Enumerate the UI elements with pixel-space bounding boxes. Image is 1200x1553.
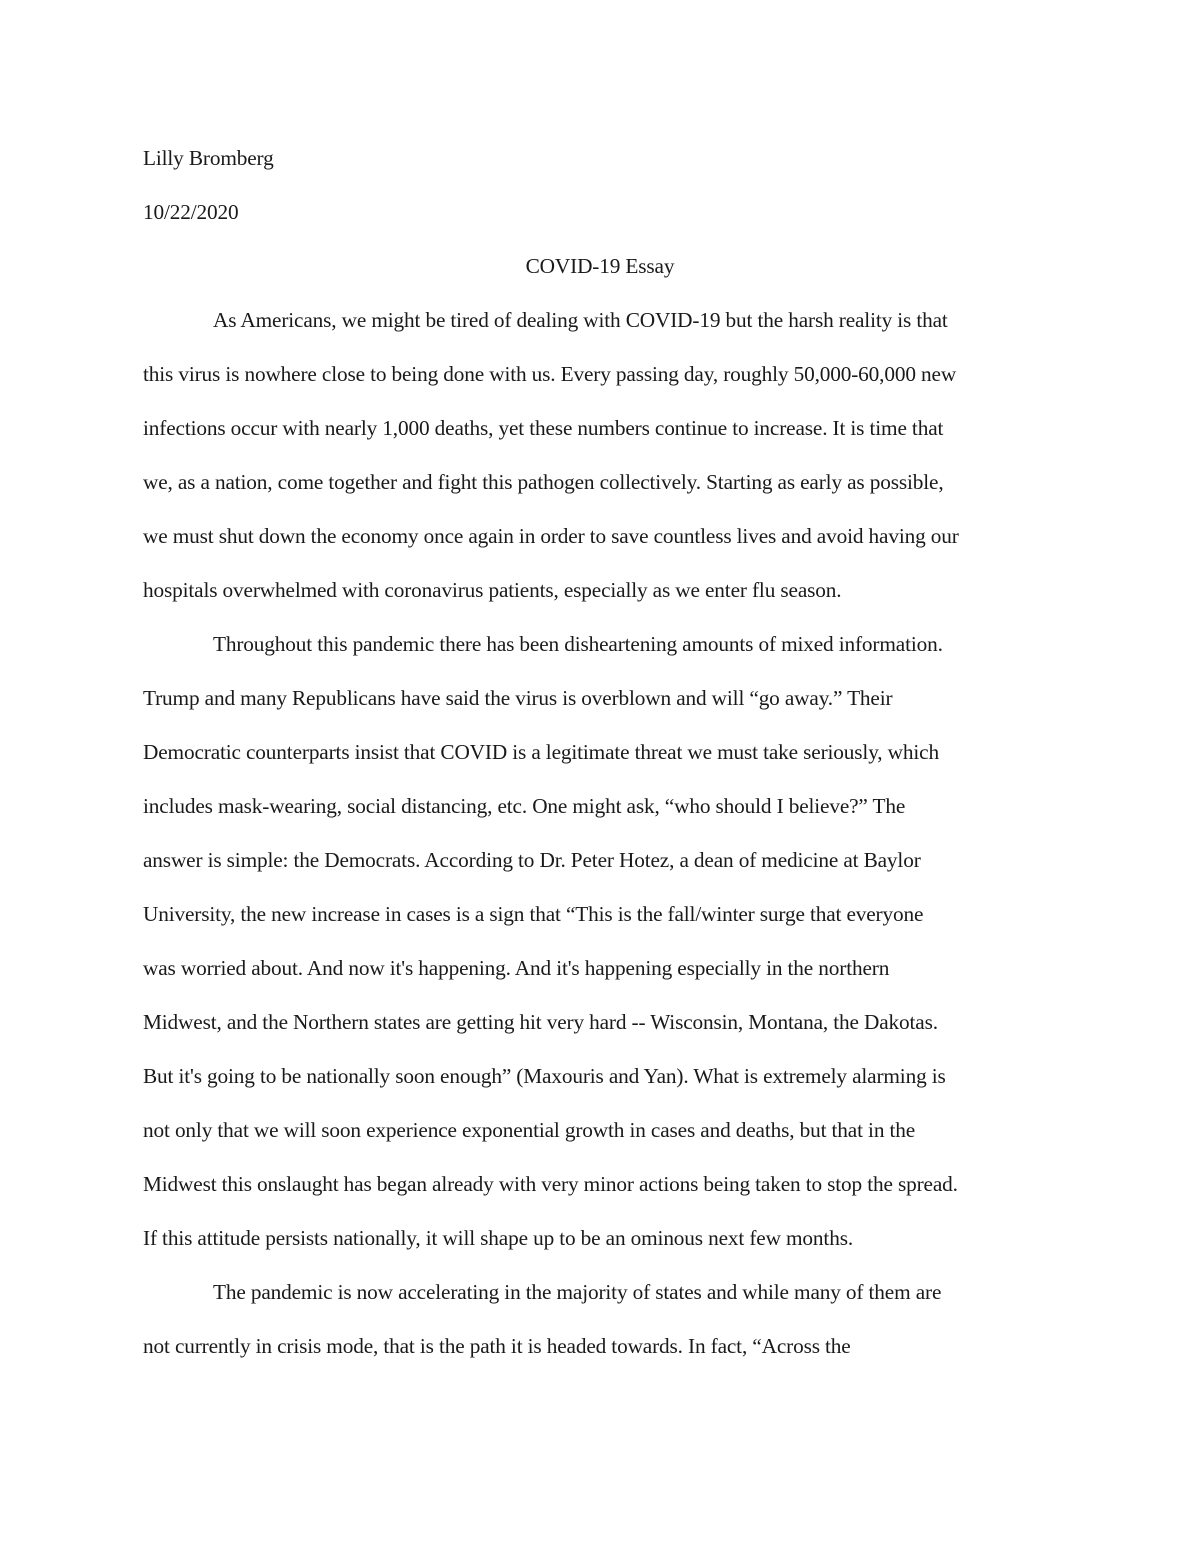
paragraph-line: As Americans, we might be tired of dealing with COVID-19 but the harsh reality is that [213,308,948,332]
essay-title: COVID-19 Essay [525,254,675,278]
paragraph-line: includes mask-wearing, social distancing, etc. One might ask, “who should I believe?” The [143,794,906,818]
paragraph-line: Throughout this pandemic there has been disheartening amounts of mixed information. [213,632,943,656]
paragraph-line: The pandemic is now accelerating in the majority of states and while many of them are [213,1280,942,1304]
paragraph-line: was worried about. And now it's happening. And it's happening especially in the northern [143,956,890,980]
paragraph-line: infections occur with nearly 1,000 deaths, yet these numbers continue to increase. It is time that [143,416,944,440]
paragraph-line: But it's going to be nationally soon enough” (Maxouris and Yan). What is extremely alarming is [143,1064,946,1088]
paragraph-line: University, the new increase in cases is a sign that “This is the fall/winter surge that everyone [143,902,924,926]
paragraph-line: Midwest this onslaught has began already with very minor actions being taken to stop the spread. [143,1172,958,1196]
paragraph-line: we, as a nation, come together and fight this pathogen collectively. Starting as early as possible, [143,470,944,494]
paragraph-line: not currently in crisis mode, that is the path it is headed towards. In fact, “Across the [143,1334,851,1358]
paragraph-line: hospitals overwhelmed with coronavirus patients, especially as we enter flu season. [143,578,842,602]
paragraph-line: Midwest, and the Northern states are getting hit very hard -- Wisconsin, Montana, the Dakotas. [143,1010,938,1034]
paragraph-line: If this attitude persists nationally, it will shape up to be an ominous next few months. [143,1226,854,1250]
paragraph-line: Democratic counterparts insist that COVID is a legitimate threat we must take seriously, which [143,740,939,764]
paragraph-line: not only that we will soon experience exponential growth in cases and deaths, but that in the [143,1118,916,1142]
paragraph-line: answer is simple: the Democrats. According to Dr. Peter Hotez, a dean of medicine at Baylor [143,848,921,872]
paragraph-line: this virus is nowhere close to being done with us. Every passing day, roughly 50,000-60,000 new [143,362,957,386]
paragraph-line: we must shut down the economy once again in order to save countless lives and avoid having our [143,524,959,548]
author-name: Lilly Bromberg [143,146,274,170]
paragraph-line: Trump and many Republicans have said the virus is overblown and will “go away.” Their [143,686,893,710]
essay-date: 10/22/2020 [143,200,239,224]
